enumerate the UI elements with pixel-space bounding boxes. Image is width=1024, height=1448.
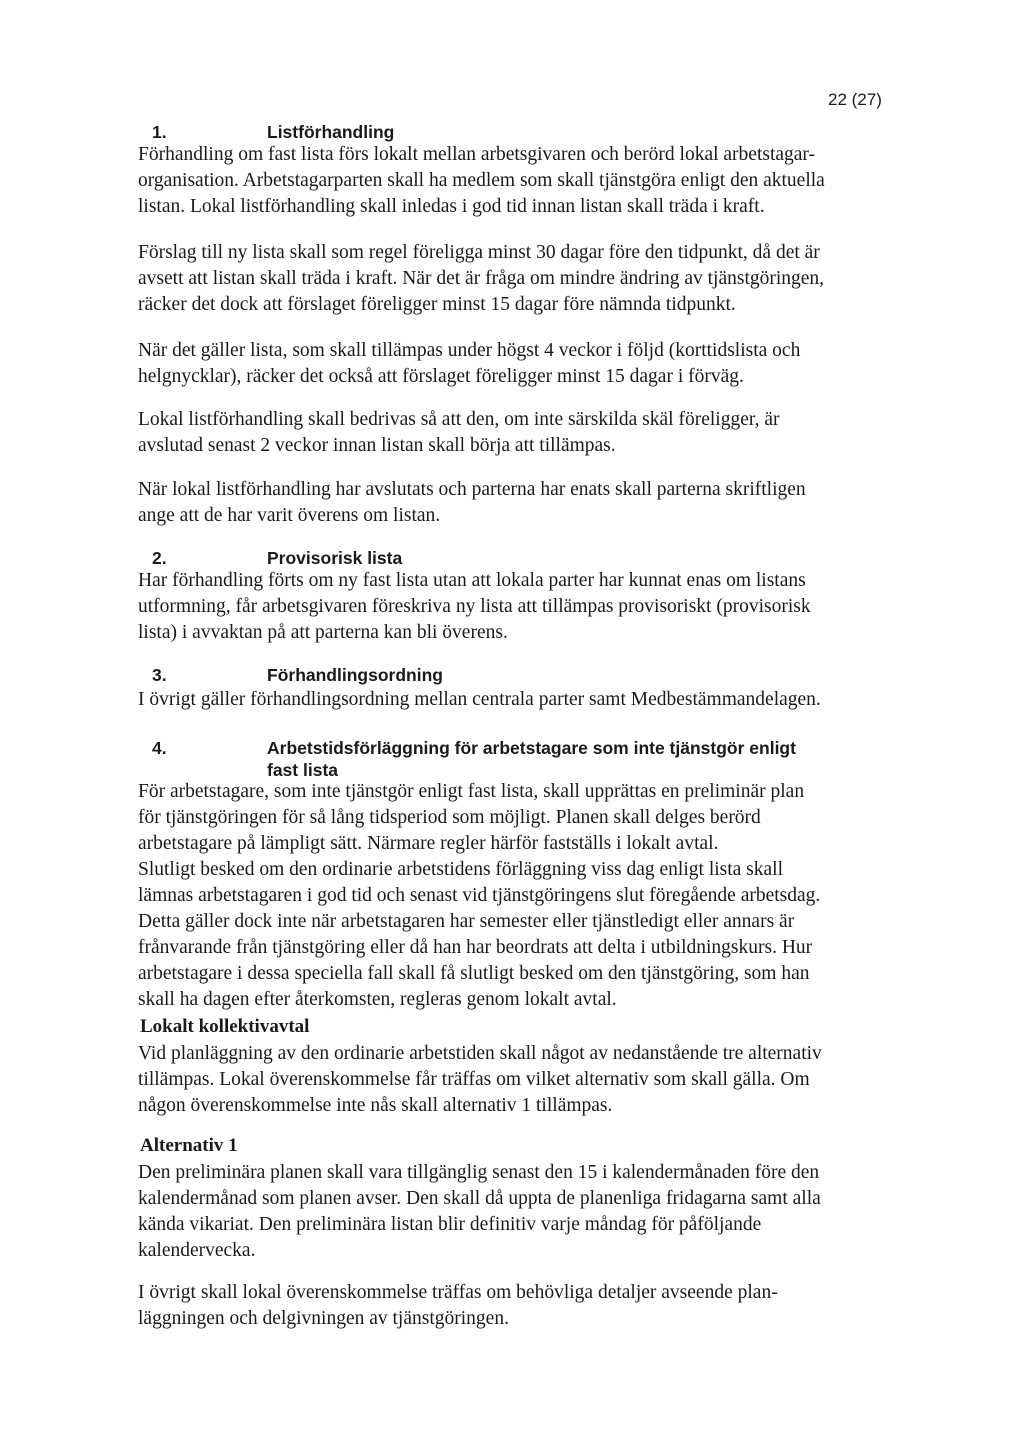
lokalt-kollektivavtal-heading: Lokalt kollektivavtal: [140, 1016, 310, 1037]
section-title: Förhandlingsordning: [267, 665, 443, 685]
section-1-paragraph-5: [138, 477, 898, 529]
text-line: När det gäller lista, som skall tillämpas under högst 4 veckor i följd (korttidslista och: [138, 340, 801, 361]
section-number: 3.: [152, 665, 167, 685]
page-number: 22 (27): [828, 90, 882, 109]
text-line: skall ha dagen efter återkomsten, regleras genom lokalt avtal.: [138, 989, 617, 1010]
text-line: arbetstagare i dessa speciella fall skall få slutligt besked om den tjänstgöring, som han: [138, 963, 810, 984]
section-title: Listförhandling: [267, 122, 395, 142]
alternativ-1-paragraph: [138, 1160, 898, 1264]
text-line: lista) i avvaktan på att parterna kan bli överens.: [138, 622, 508, 643]
alternativ-1-heading: Alternativ 1: [140, 1135, 238, 1156]
text-line: lämnas arbetstagaren i god tid och senast vid tjänstgöringens slut föregående arbetsdag.: [138, 885, 821, 906]
text-line: Detta gäller dock inte när arbetstagaren har semester eller tjänstledigt eller annars är: [138, 911, 795, 932]
section-1-paragraph-3: [138, 338, 898, 390]
text-line: För arbetstagare, som inte tjänstgör enligt fast lista, skall upprättas en preliminär plan: [138, 781, 805, 802]
text-line: listan. Lokal listförhandling skall inledas i god tid innan listan skall träda i kraft.: [138, 196, 765, 217]
text-line: tillämpas. Lokal överenskommelse får träffas om vilket alternativ som skall gälla. Om: [138, 1069, 810, 1090]
text-line: arbetstagare på lämpligt sätt. Närmare regler härför fastställs i lokalt avtal.: [138, 833, 719, 854]
text-line: för tjänstgöringen för så lång tidsperiod som möjligt. Planen skall delges berörd: [138, 807, 761, 828]
text-line: utformning, får arbetsgivaren föreskriva ny lista att tillämpas provisoriskt (provisorisk: [138, 596, 811, 617]
title-line: fast lista: [267, 760, 338, 780]
text-line: någon överenskommelse inte nås skall alternativ 1 tillämpas.: [138, 1095, 613, 1116]
title-line: Arbetstidsförläggning för arbetstagare som inte tjänstgör enligt: [267, 738, 796, 758]
section-number: 2.: [152, 548, 167, 568]
lokalt-kollektivavtal-paragraph: [138, 1041, 898, 1119]
text-line: ange att de har varit överens om listan.: [138, 505, 441, 526]
section-number: 1.: [152, 122, 167, 142]
text-line: organisation. Arbetstagarparten skall ha medlem som skall tjänstgöra enligt den aktuella: [138, 170, 825, 191]
text-line: kalendervecka.: [138, 1240, 256, 1261]
section-3-paragraph-1: [138, 687, 898, 713]
section-2-paragraph-1: [138, 568, 898, 646]
text-line: I övrigt gäller förhandlingsordning mellan centrala parter samt Medbestämmandelagen.: [138, 689, 821, 710]
closing-paragraph: [138, 1280, 898, 1332]
text-line: Förslag till ny lista skall som regel föreligga minst 30 dagar före den tidpunkt, då det är: [138, 242, 820, 263]
text-line: Lokal listförhandling skall bedrivas så att den, om inte särskilda skäl föreligger, är: [138, 409, 780, 430]
section-title: [267, 737, 867, 781]
text-line: läggningen och delgivningen av tjänstgöringen.: [138, 1308, 509, 1329]
text-line: När lokal listförhandling har avslutats och parterna har enats skall parterna skriftligen: [138, 479, 806, 500]
text-line: avsett att listan skall träda i kraft. När det är fråga om mindre ändring av tjänstgöringen,: [138, 268, 825, 289]
section-1-paragraph-1: [138, 142, 898, 220]
section-1-paragraph-4: [138, 407, 898, 459]
section-title: Provisorisk lista: [267, 548, 403, 568]
text-line: I övrigt skall lokal överenskommelse träffas om behövliga detaljer avseende plan-: [138, 1282, 778, 1303]
text-line: Den preliminära planen skall vara tillgänglig senast den 15 i kalendermånaden före den: [138, 1162, 820, 1183]
section-4-paragraph-1: [138, 779, 898, 1013]
text-line: Förhandling om fast lista förs lokalt mellan arbetsgivaren och berörd lokal arbetstagar-: [138, 144, 816, 165]
section-number: 4.: [152, 738, 167, 758]
text-line: räcker det dock att förslaget föreligger minst 15 dagar före nämnda tidpunkt.: [138, 294, 736, 315]
text-line: frånvarande från tjänstgöring eller då han har beordrats att delta i utbildningskurs. Hur: [138, 937, 813, 958]
text-line: kända vikariat. Den preliminära listan blir definitiv varje måndag för påföljande: [138, 1214, 762, 1235]
text-line: Vid planläggning av den ordinarie arbetstiden skall något av nedanstående tre alternativ: [138, 1043, 822, 1064]
text-line: helgnycklar), räcker det också att förslaget föreligger minst 15 dagar i förväg.: [138, 366, 744, 387]
text-line: avslutad senast 2 veckor innan listan skall börja att tillämpas.: [138, 435, 616, 456]
text-line: Har förhandling förts om ny fast lista utan att lokala parter har kunnat enas om listans: [138, 570, 806, 591]
text-line: kalendermånad som planen avser. Den skall då uppta de planenliga fridagarna samt alla: [138, 1188, 821, 1209]
section-1-paragraph-2: [138, 240, 898, 318]
text-line: Slutligt besked om den ordinarie arbetstidens förläggning viss dag enligt lista skall: [138, 859, 784, 880]
